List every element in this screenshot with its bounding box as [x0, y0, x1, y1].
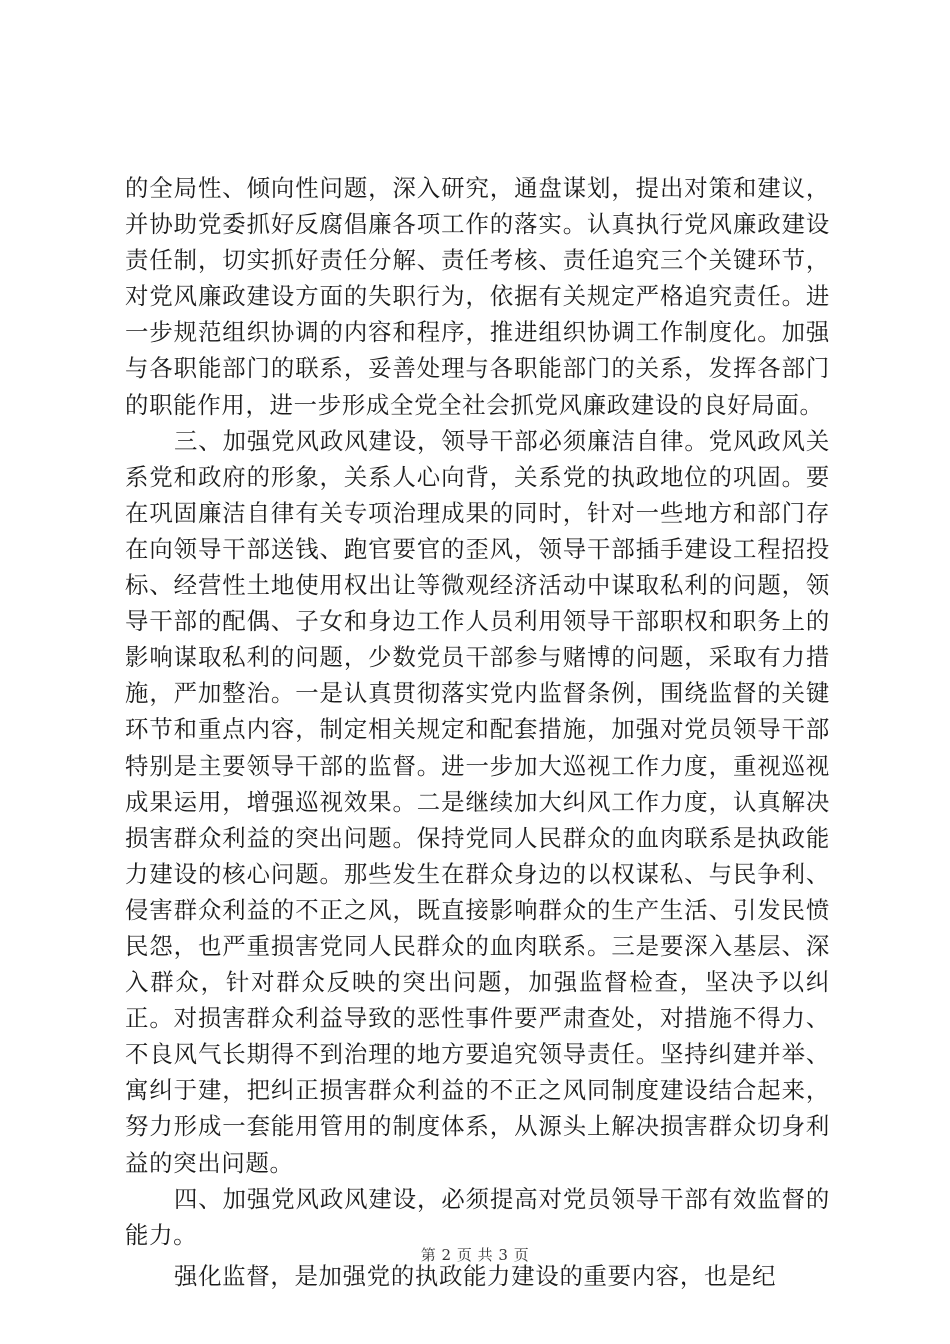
- paragraph-section-four-body: 强化监督，是加强党的执政能力建设的重要内容，也是纪: [174, 1261, 777, 1290]
- page-number-footer: 第 2 页 共 3 页: [420, 1246, 530, 1264]
- paragraph-section-four-heading: 四、加强党风政风建设，必须提高对党员领导干部有效监督的能力。: [125, 1184, 830, 1249]
- document-body: [125, 170, 830, 1294]
- paragraph-section-three: 三、加强党风政风建设，领导干部必须廉洁自律。党风政风关系党和政府的形象，关系人心向背，关系党的执政地位的巩固。要在巩固廉洁自律有关专项治理成果的同时，针对一些地方和部门存在向领导干部送钱、跑官要官的歪风，领导干部插手建设工程招投标、经营性土地使用权出让等微观经济活动中谋取私利的问题，领导干部的配偶、子女和身边工作人员利用领导干部职权和职务上的影响谋取私利的问题，少数党员干部参与赌博的问题，采取有力措施，严加整治。一是认真贯彻落实党内监督条例，围绕监督的关键环节和重点内容，制定相关规定和配套措施，加强对党员领导干部特别是主要领导干部的监督。进一步加大巡视工作力度，重视巡视成果运用，增强巡视效果。二是继续加大纠风工作力度，认真解决损害群众利益的突出问题。保持党同人民群众的血肉联系是执政能力建设的核心问题。那些发生在群众身边的以权谋私、与民争利、侵害群众利益的不正之风，既直接影响群众的生产生活、引发民愤民怨，也严重损害党同人民群众的血肉联系。三是要深入基层、深入群众，针对群众反映的突出问题，加强监督检查，坚决予以纠正。对损害群众利益导致的恶性事件要严肃查处，对措施不得力、不良风气长期得不到治理的地方要追究领导责任。坚持纠建并举、寓纠于建，把纠正损害群众利益的不正之风同制度建设结合起来，努力形成一套能用管用的制度体系，从源头上解决损害群众切身利益的突出问题。: [125, 426, 830, 1177]
- paragraph-continuation: 的全局性、倾向性问题，深入研究，通盘谋划，提出对策和建议，并协助党委抓好反腐倡廉各项工作的落实。认真执行党风廉政建设责任制，切实抓好责任分解、责任考核、责任追究三个关键环节，对党风廉政建设方面的失职行为，依据有关规定严格追究责任。进一步规范组织协调的内容和程序，推进组织协调工作制度化。加强与各职能部门的联系，妥善处理与各职能部门的关系，发挥各部门的职能作用，进一步形成全党全社会抓党风廉政建设的良好局面。: [125, 174, 830, 419]
